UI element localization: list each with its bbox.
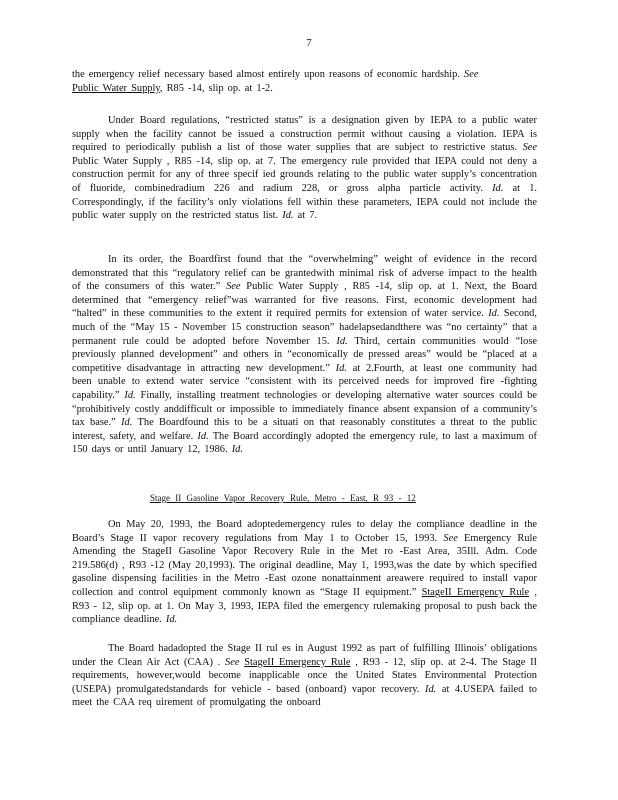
id-citation: Id. (282, 210, 294, 222)
page-number: 7 (306, 37, 312, 49)
paragraph-4: On May 20, 1993, the Board adoptedemergency rules to delay the compliance deadline in the Board’s Stage II vapor recovery regulations from May 1 to October 15, 1993. See Emergency Rule Amending the StageII Gasoline Vapor Recovery Rule in the Met ro -East Area, 35Ill. Adm. Code 219.586(d) , R93 -12 (May 20,1993). The original deadline, May 1, 1993,was the date by which specified gasoline dispensing facilities in the Metro -East ozone nonattainment areawere required to install vapor collection and control equipment commonly known as “Stage II equipment.” StageII Emergency Rule , R93 - 12, slip op. at 1. On May 3, 1993, IEPA filed the emergency rulemaking proposal to push back the compliance deadline. Id. (72, 519, 537, 626)
id-citation: Id. (124, 389, 136, 401)
citation-signal: See (443, 532, 458, 544)
citation-signal: See (225, 656, 240, 668)
case-citation: StageII Emergency Rule (421, 586, 530, 598)
id-citation: Id. (121, 417, 133, 429)
case-citation: StageII Emergency Rule (244, 656, 351, 668)
paragraph-2: Under Board regulations, “restricted status” is a designation given by IEPA to a public water supply when the facility cannot be issued a construction permit without causing a violation. IEPA is required to periodically publish a list of those water supplies that are subject to restrictive status. See Public Water Supply , R85 -14, slip op. at 7. The emergency rule provided that IEPA could not deny a construction permit for any of three specif ied grounds relating to the public water supply’s concentration of fluoride, combinedradium 226 and radium 228, or gross alpha particle activity. Id. at 1. Correspondingly, if the facility’s only violations fell within these parameters, IEPA could not include the public water supply on the restricted status list. Id. at 7. (72, 115, 537, 222)
citation-signal: See (522, 142, 537, 154)
id-citation: Id. (424, 683, 437, 695)
paragraph-5: The Board hadadopted the Stage II rul es in August 1992 as part of fulfilling Illinois’ obligations under the Clean Air Act (CAA) . See StageII Emergency Rule , R93 - 12, slip op. at 2-4. The Stage II requirements, however,would become inapplicable once the United States Environmental Protection (USEPA) promulgatedstandards for vehicle - based (onboard) vapor recovery. Id. at 4.USEPA failed to meet the CAA req uirement of promulgating the onboard (72, 643, 538, 709)
paragraph-1: the emergency relief necessary based almost entirely upon reasons of economic hardship. See Public Water Supply, R85 -14, slip op. at 1-2. (72, 69, 479, 94)
id-citation: Id. (165, 614, 178, 626)
citation-signal: See (464, 69, 479, 80)
id-citation: Id. (488, 308, 500, 320)
citation-signal: See (226, 281, 241, 293)
id-citation: Id. (335, 362, 347, 374)
case-citation: Public Water Supply (72, 82, 160, 94)
paragraph-3: In its order, the Boardfirst found that the “overwhelming” weight of evidence in the record demonstrated that this “regulatory relief can be grantedwith minimal risk of adverse impact to the health of the consumers of this water.” See Public Water Supply , R85 -14, slip op. at 1. Next, the Board determined that “emergency relief”was warranted for five reasons. First, economic development had “halted” in these communities to the extent it required permits for extension of water service. Id. Second, much of the “May 15 - November 15 construction season” hadelapsedandthere was “no certainty” that a permanent rule could be adopted before November 15. Id. Third, certain communities would “lose previously planned development” and others in “economically de pressed areas” would be “placed at a competitive disadvantage in attracting new development.” Id. at 2.Fourth, at least one community had been unable to extend water service “consistent with its perceived needs for improved fire -fighting capability.” Id. Finally, installing treatment technologies or developing alternative water sources could be “prohibitively costly anddifficult or impossible to immediately finance absent expansion of a community’s tax base.” Id. The Boardfound this to be a situati on that reasonably constitutes a threat to the public interest, safety, and welfare. Id. The Board accordingly adopted the emergency rule, to last a maximum of 150 days or until January 12, 1986. Id. (72, 254, 538, 456)
id-citation: Id. (231, 444, 243, 456)
id-citation: Id. (197, 430, 209, 442)
section-heading: Stage II Gasoline Vapor Recovery Rule, Metro - East, R 93 - 12 (150, 493, 416, 503)
id-citation: Id. (492, 182, 504, 194)
id-citation: Id. (336, 335, 348, 347)
